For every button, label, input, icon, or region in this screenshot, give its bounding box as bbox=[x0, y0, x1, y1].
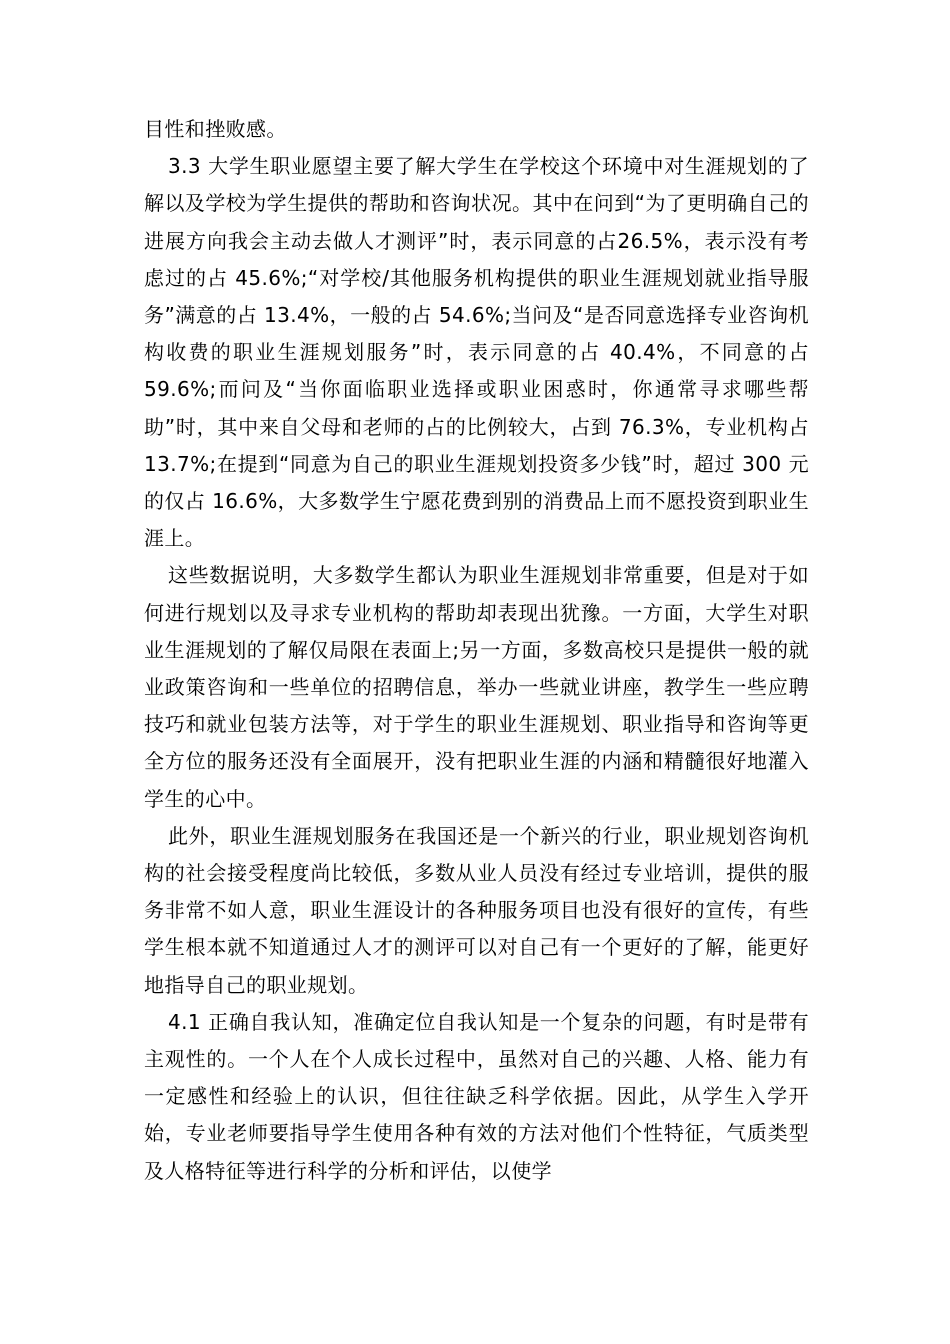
document-page bbox=[144, 111, 809, 1190]
paragraph-industry-status: 此外，职业生涯规划服务在我国还是一个新兴的行业，职业规划咨询机构的社会接受程度尚比较低，多数从业人员没有经过专业培训，提供的服务非常不如人意，职业生涯设计的各种服务项目也没有很好的宣传，有些学生根本就不知道通过人才的测评可以对自己有一个更好的了解，能更好地指导自己的职业规划。 bbox=[144, 823, 809, 997]
paragraph-career-aspiration: 3.3 大学生职业愿望主要了解大学生在学校这个环境中对生涯规划的了解以及学校为学生提供的帮助和咨询状况。其中在问到“为了更明确自己的进展方向我会主动去做人才测评”时，表示同意的占26.5%，表示没有考虑过的占 45.6%;“对学校/其他服务机构提供的职业生涯规划就业指导服务”满意的占 13.4%，一般的占 54.6%;当问及“是否同意选择专业咨询机构收费的职业生涯规划服务”时，表示同意的占 40.4%，不同意的占 59.6%;而问及“当你面临职业选择或职业困惑时，你通常寻求哪些帮助”时，其中来自父母和老师的占的比例较大，占到 76.3%，专业机构占 13.7%;在提到“同意为自己的职业生涯规划投资多少钱”时，超过 300 元的仅占 16.6%，大多数学生宁愿花费到别的消费品上而不愿投资到职业生涯上。 bbox=[144, 154, 809, 551]
paragraph-continuation: 目性和挫败感。 bbox=[144, 117, 287, 141]
paragraph-self-cognition: 4.1 正确自我认知，准确定位自我认知是一个复杂的问题，有时是带有主观性的。一个人在个人成长过程中，虽然对自己的兴趣、人格、能力有一定感性和经验上的认识，但往往缺乏科学依据。因此，从学生入学开始，专业老师要指导学生使用各种有效的方法对他们个性特征，气质类型及人格特征等进行科学的分析和评估，以使学 bbox=[144, 1009, 809, 1183]
paragraph-data-analysis: 这些数据说明，大多数学生都认为职业生涯规划非常重要，但是对于如何进行规划以及寻求专业机构的帮助却表现出犹豫。一方面，大学生对职业生涯规划的了解仅局限在表面上;另一方面，多数高校只是提供一般的就业政策咨询和一些单位的招聘信息，举办一些就业讲座，教学生一些应聘技巧和就业包装方法等，对于学生的职业生涯规划、职业指导和咨询等更全方位的服务还没有全面展开，没有把职业生涯的内涵和精髓很好地灌入学生的心中。 bbox=[144, 563, 809, 811]
